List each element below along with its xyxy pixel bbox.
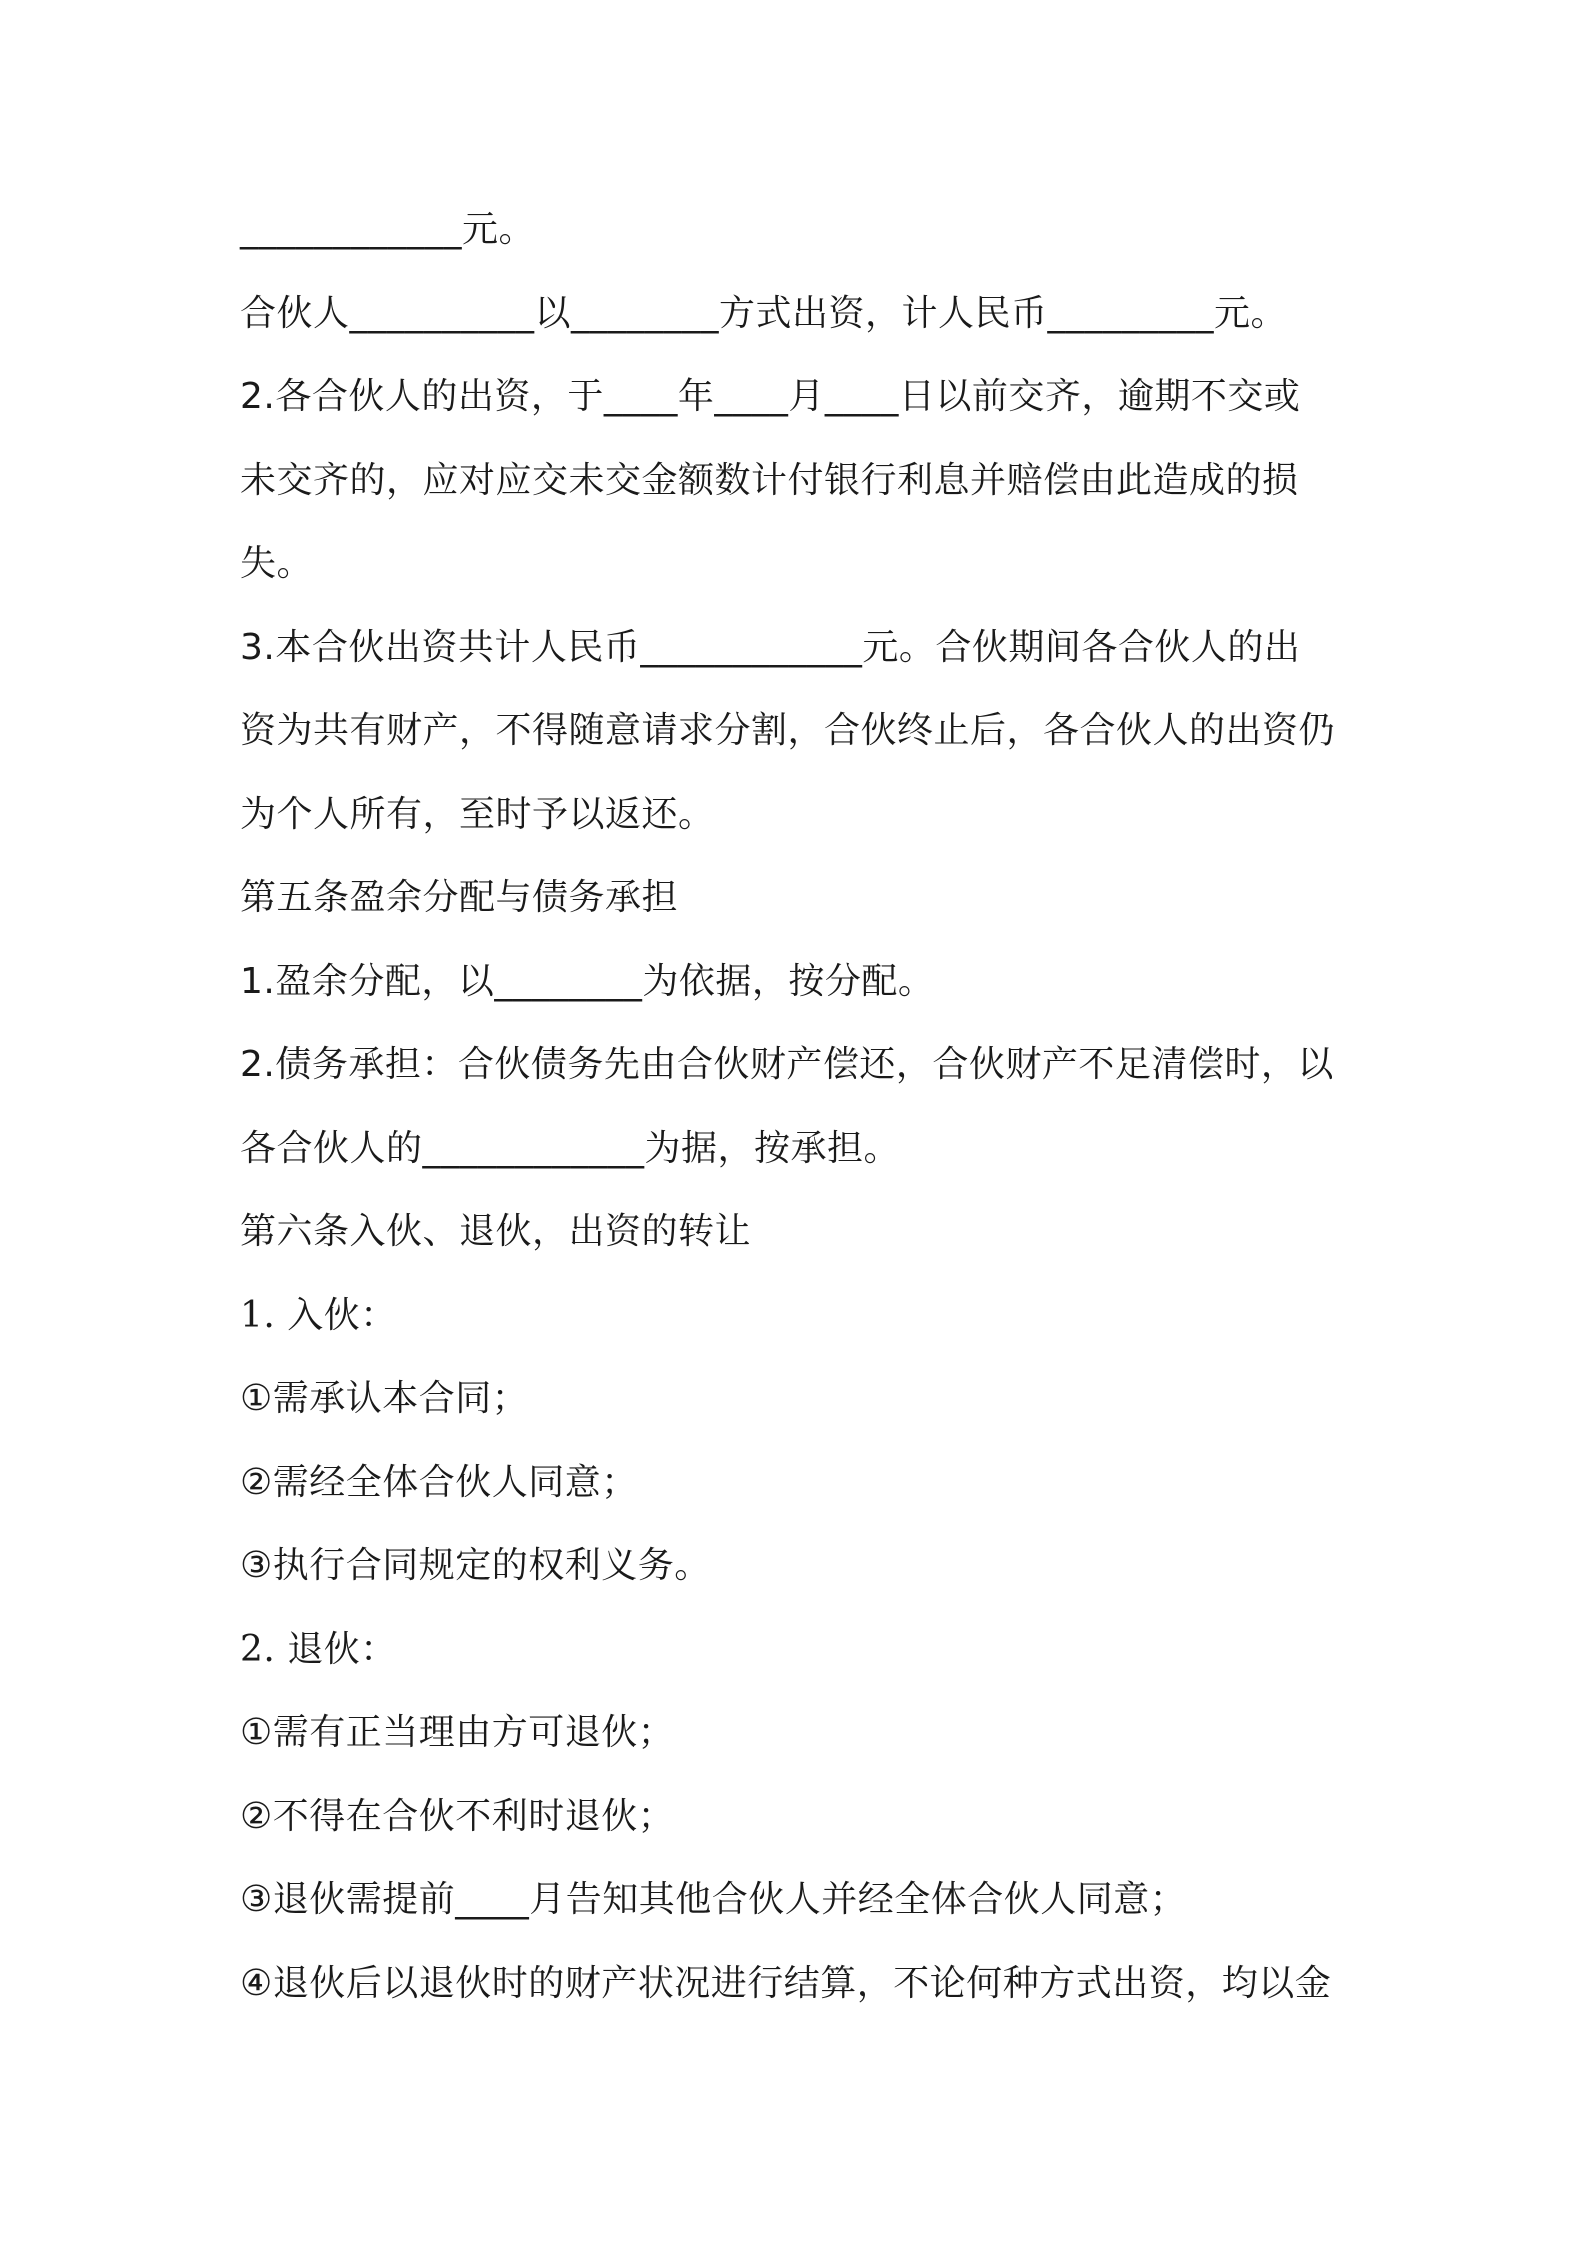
list-item: ②需经全体合伙人同意；	[240, 1462, 638, 1503]
paragraph-line: 未交齐的，应对应交未交金额数计付银行利息并赔偿由此造成的损	[240, 460, 1299, 501]
section-heading: 第六条入伙、退伙，出资的转让	[240, 1211, 752, 1252]
paragraph-line: 2.各合伙人的出资，于____年____月____日以前交齐，逾期不交或	[240, 376, 1301, 417]
paragraph-line: 3.本合伙出资共计人民币____________元。合伙期间各合伙人的出	[240, 627, 1301, 668]
list-item: ③退伙需提前____月告知其他合伙人并经全体合伙人同意；	[240, 1879, 1187, 1920]
paragraph-line: ____________元。	[240, 209, 536, 250]
list-item: ①需有正当理由方可退伙；	[240, 1712, 675, 1753]
list-item: ④退伙后以退伙时的财产状况进行结算，不论何种方式出资，均以金	[240, 1963, 1332, 2004]
paragraph-line: 失。	[240, 543, 314, 584]
list-item: ③执行合同规定的权利义务。	[240, 1545, 711, 1586]
paragraph-line: 1.盈余分配，以________为依据，按分配。	[240, 961, 935, 1002]
list-item: ①需承认本合同；	[240, 1378, 529, 1419]
paragraph-line: 各合伙人的____________为据，按承担。	[240, 1128, 901, 1169]
subsection-heading: 1. 入伙：	[240, 1295, 397, 1336]
paragraph-line: 资为共有财产，不得随意请求分割，合伙终止后，各合伙人的出资仍	[240, 710, 1336, 751]
paragraph-line: 合伙人__________以________方式出资，计人民币_________元。	[240, 293, 1288, 334]
list-item: ②不得在合伙不利时退伙；	[240, 1796, 675, 1837]
paragraph-line: 2.债务承担：合伙债务先由合伙财产偿还，合伙财产不足清偿时，以	[240, 1044, 1334, 1085]
subsection-heading: 2. 退伙：	[240, 1629, 397, 1670]
paragraph-line: 为个人所有，至时予以返还。	[240, 794, 715, 835]
section-heading: 第五条盈余分配与债务承担	[240, 877, 679, 918]
